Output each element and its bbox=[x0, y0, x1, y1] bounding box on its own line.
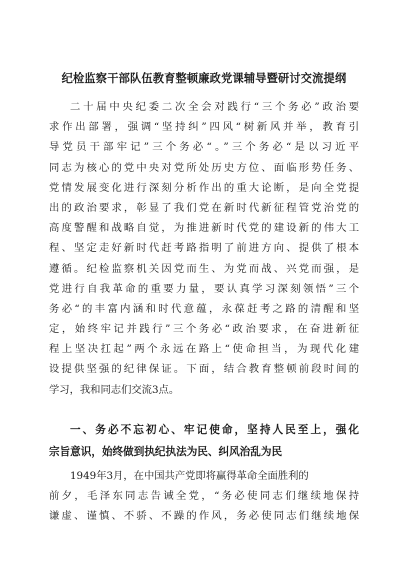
body-paragraph-1 bbox=[49, 97, 359, 400]
paragraph-line: 定，始终牢记并践行”三个务必“政治要求，在奋进新征 bbox=[49, 323, 359, 336]
paragraph-line: 前夕，毛泽东同志告诫全党，“务必使同志们继续地保持 bbox=[49, 490, 359, 503]
paragraph-line: 设提供坚强的纪律保证。下面，结合教育整顿前段时间的 bbox=[49, 363, 359, 376]
paragraph-line: 同志为核心的党中央对党所处历史方位、面临形势任务、 bbox=[49, 161, 359, 174]
section-1-heading bbox=[49, 419, 359, 463]
paragraph-line: 谦虚、谨慎、不骄、不躁的作风，务必使同志们继续地保 bbox=[49, 510, 359, 523]
paragraph-line: 求作出部署，强调“坚持纠”四风“树新风并举，教育引 bbox=[49, 121, 359, 134]
document-title: 纪检监察干部队伍教育整顿廉政党课辅导暨研讨交流提纲 bbox=[61, 71, 347, 85]
heading-line: 宗旨意识，始终做到执纪执法为民、纠风治乱为民 bbox=[49, 446, 283, 458]
paragraph-line: 学习，我和同志们交流3点。 bbox=[49, 383, 180, 396]
paragraph-line: 遵循。纪检监察机关因党而生、为党而战、兴党而强，是 bbox=[49, 262, 359, 275]
paragraph-line: 程、坚定走好新时代赶考路指明了前进方向、提供了根本 bbox=[49, 242, 359, 255]
paragraph-line: 出的政治要求，彰显了我们党在新时代新征程管党治党的 bbox=[49, 201, 359, 214]
body-paragraph-2 bbox=[49, 466, 359, 527]
paragraph-line: 1949年3月，在中国共产党即将赢得革命全面胜利的 bbox=[70, 470, 309, 482]
paragraph-line: 程上坚决扛起”两个永远在路上“使命担当，为现代化建 bbox=[49, 343, 359, 356]
paragraph-line: 高度警醒和战略自觉，为推进新时代党的建设新的伟大工 bbox=[49, 222, 359, 235]
paragraph-line: 导党员干部牢记”三个务必“。”三个务必“是以习近平 bbox=[49, 141, 359, 154]
paragraph-line: 务必“的丰富内涵和时代意蕴，永葆赶考之路的清醒和坚 bbox=[49, 302, 359, 315]
heading-line: 一、务必不忘初心、牢记使命，坚持人民至上，强化 bbox=[70, 424, 359, 436]
paragraph-line: 二十届中央纪委二次全会对践行“三个务必”政治要 bbox=[70, 101, 359, 113]
paragraph-line: 党进行自我革命的重要力量，要认真学习深刻领悟”三个 bbox=[49, 282, 359, 295]
paragraph-line: 党情发展变化进行深刻分析作出的重大论断，是向全党提 bbox=[49, 181, 359, 194]
